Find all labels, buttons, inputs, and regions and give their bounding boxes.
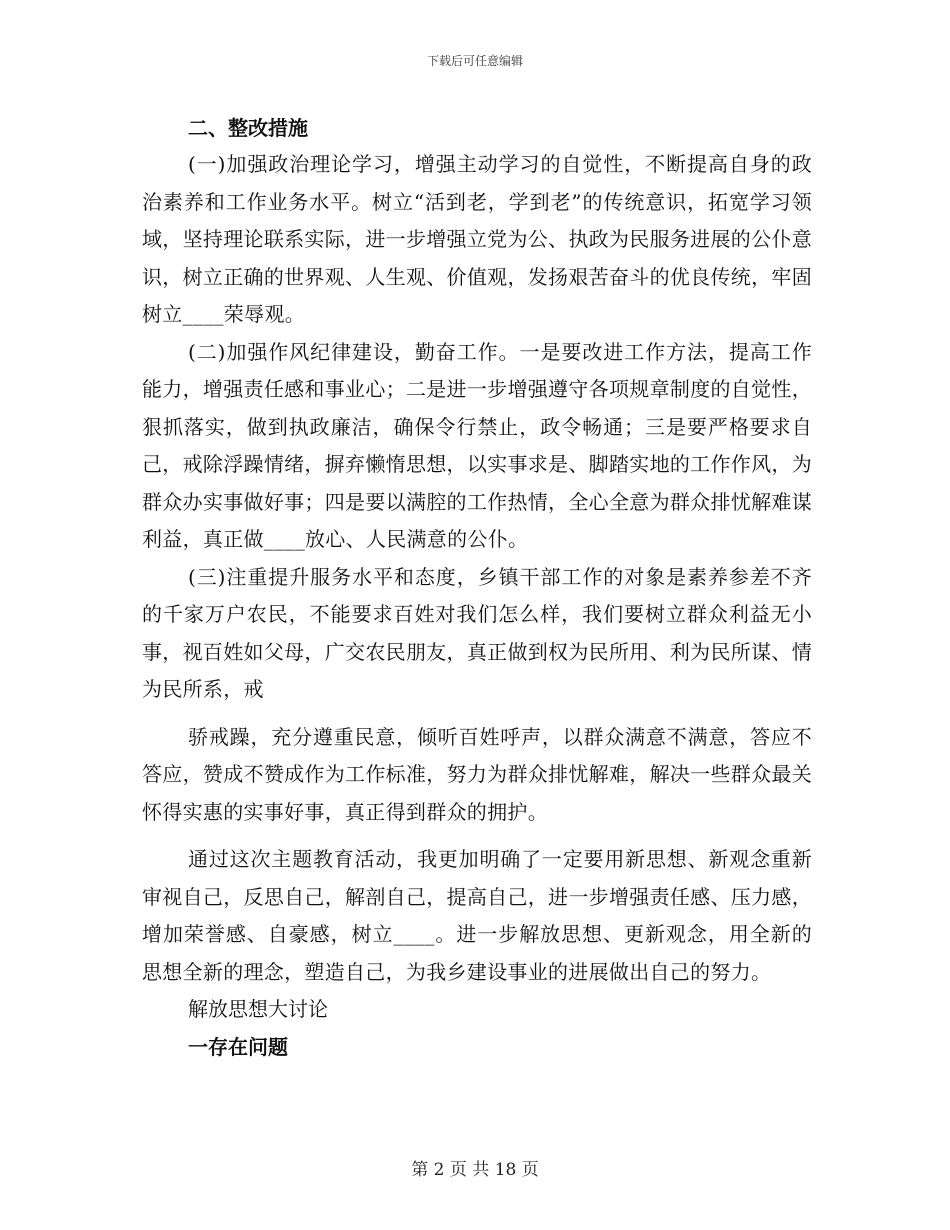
line-title: 解放思想大讨论 xyxy=(188,997,328,1021)
paragraph-3: (三)注重提升服务水平和态度，乡镇干部工作的对象是素养参差不齐的千家万户农民，不能要求百姓对我们怎么样，我们要树立群众利益无小事，视百姓如父母，广交农民朋友，真正做到权为民所用、利为民所谋、情为民所系，戒 xyxy=(142,564,812,701)
paragraph-5: 通过这次主题教育活动，我更加明确了一定要用新思想、新观念重新审视自己，反思自己，解剖自己，提高自己，进一步增强责任感、压力感，增加荣誉感、自豪感，树立____。进一步解放思想、更新观念，用全新的思想全新的理念，塑造自己，为我乡建设事业的进展做出自己的努力。 xyxy=(142,847,812,984)
document-body xyxy=(142,110,812,1065)
page-header: 下载后可任意编辑 xyxy=(426,54,523,68)
subheading: 一存在问题 xyxy=(188,1034,288,1059)
paragraph-1: (一)加强政治理论学习，增强主动学习的自觉性，不断提高自身的政治素养和工作业务水平。树立“活到老，学到老”的传统意识，拓宽学习领域，坚持理论联系实际，进一步增强立党为公、执政为民服务进展的公仆意识，树立正确的世界观、人生观、价值观，发扬艰苦奋斗的优良传统，牢固树立____荣辱观。 xyxy=(142,152,812,326)
paragraph-4: 骄戒躁，充分遵重民意，倾听百姓呼声，以群众满意不满意，答应不答应，赞成不赞成作为工作标准，努力为群众排忧解难，解决一些群众最关怀得实惠的实事好事，真正得到群众的拥护。 xyxy=(142,724,812,824)
section-heading: 二、整改措施 xyxy=(188,116,308,140)
paragraph-2: (二)加强作风纪律建设，勤奋工作。一是要改进工作方法，提高工作能力，增强责任感和事业心；二是进一步增强遵守各项规章制度的自觉性，狠抓落实，做到执政廉洁，确保令行禁止，政令畅通；三是要严格要求自己，戒除浮躁情绪，摒弃懒惰思想，以实事求是、脚踏实地的工作作风，为群众办实事做好事；四是要以满腔的工作热情，全心全意为群众排忧解难谋利益，真正做____放心、人民满意的公仆。 xyxy=(142,339,812,551)
page-number: 第 2 页 共 18 页 xyxy=(411,1160,539,1180)
